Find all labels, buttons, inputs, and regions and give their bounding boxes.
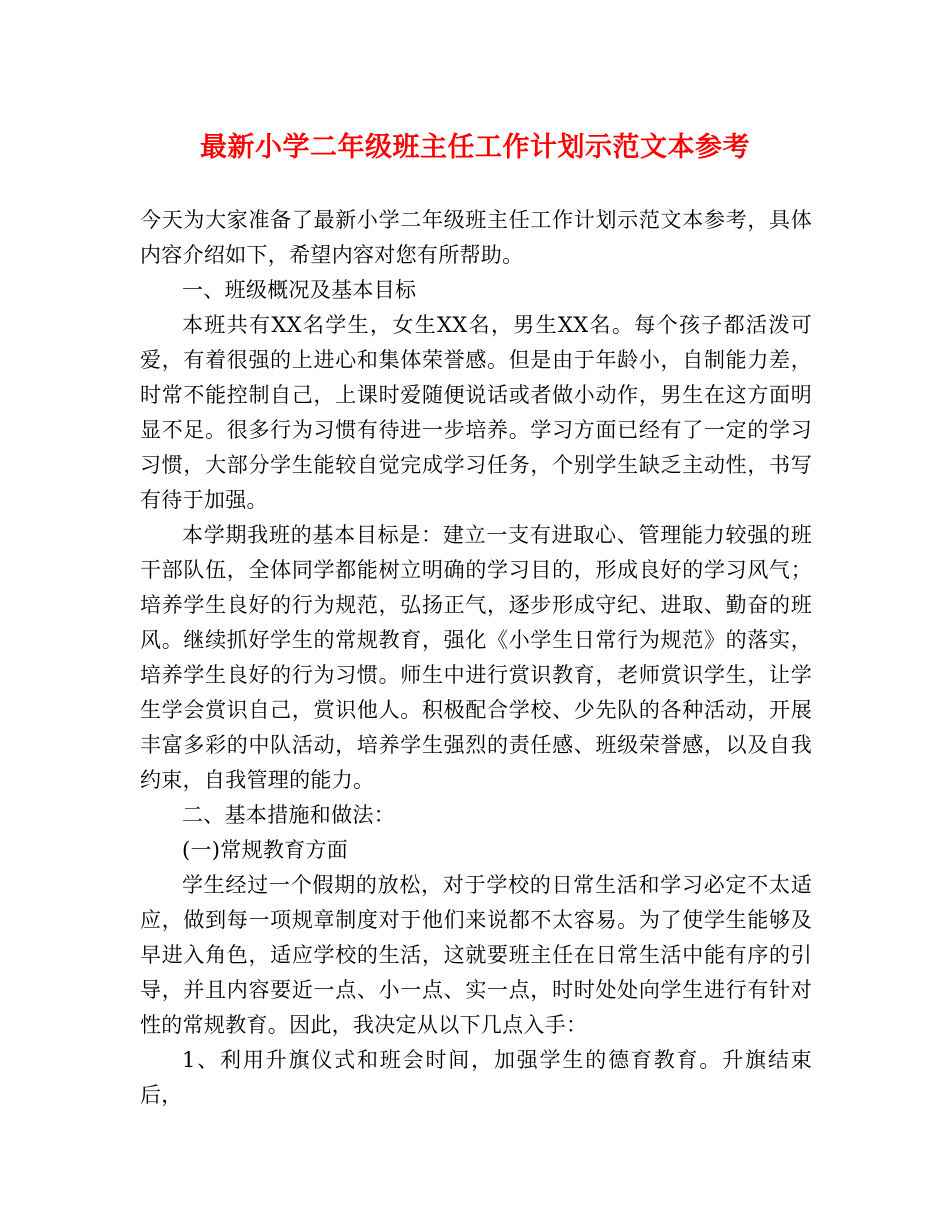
section-heading-measures: 二、基本措施和做法： (182, 803, 395, 827)
class-overview-paragraph: 本班共有XX名学生，女生XX名，男生XX名。每个孩子都活泼可爱，有着很强的上进心和集体荣誉感。但是由于年龄小，自制能力差，时常不能控制自己，上课时爱随便说话或者做小动作，男生在这方面明显不足。很多行为习惯有待进一步培养。学习方面已经有了一定的学习习惯，大部分学生能较自觉完成学习任务，个别学生缺乏主动性，书写有待于加强。 (140, 313, 812, 512)
basic-goals-paragraph: 本学期我班的基本目标是：建立一支有进取心、管理能力较强的班干部队伍，全体同学都能树立明确的学习目的，形成良好的学习风气；培养学生良好的行为规范，弘扬正气，逐步形成守纪、进取、勤奋的班风。继续抓好学生的常规教育，强化《小学生日常行为规范》的落实，培养学生良好的行为习惯。师生中进行赏识教育，老师赏识学生，让学生学会赏识自己，赏识他人。积极配合学校、少先队的各种活动，开展丰富多彩的中队活动，培养学生强烈的责任感、班级荣誉感，以及自我约束，自我管理的能力。 (140, 523, 812, 792)
subsection-heading-routine-education: (一)常规教育方面 (182, 838, 349, 862)
list-item-1: 1、利用升旗仪式和班会时间，加强学生的德育教育。升旗结束后， (140, 1048, 812, 1107)
document-body (140, 203, 812, 1113)
document-title: 最新小学二年级班主任工作计划示范文本参考 (200, 132, 750, 163)
intro-paragraph: 今天为大家准备了最新小学二年级班主任工作计划示范文本参考，具体内容介绍如下，希望内容对您有所帮助。 (140, 208, 812, 267)
section-heading-class-overview: 一、班级概况及基本目标 (182, 278, 417, 302)
routine-education-paragraph: 学生经过一个假期的放松，对于学校的日常生活和学习必定不太适应，做到每一项规章制度对于他们来说都不太容易。为了使学生能够及早进入角色，适应学校的生活，这就要班主任在日常生活中能有序的引导，并且内容要近一点、小一点、实一点，时时处处向学生进行有针对性的常规教育。因此，我决定从以下几点入手： (140, 873, 812, 1037)
